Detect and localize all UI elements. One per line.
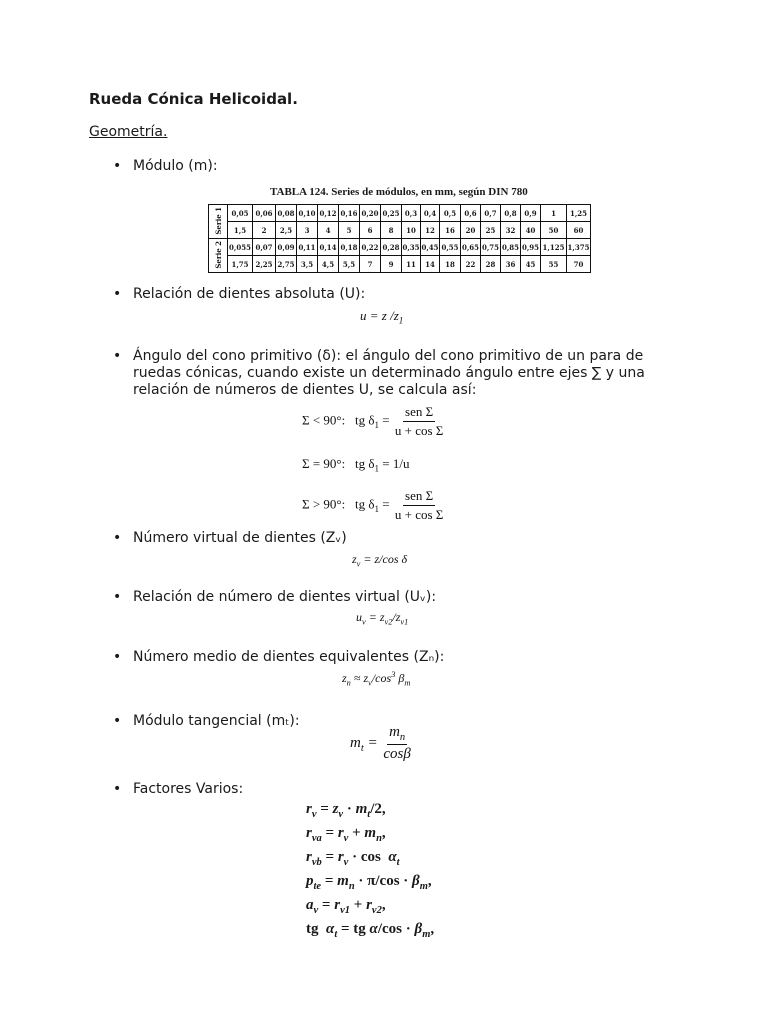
- table-cell: 20: [461, 222, 481, 239]
- table-cell: 0,7: [481, 205, 501, 222]
- table-cell: 70: [567, 256, 591, 273]
- table-cell: 1: [541, 205, 567, 222]
- table-cell: 0,4: [421, 205, 440, 222]
- table-row: [209, 239, 591, 256]
- table-cell: 0,6: [461, 205, 481, 222]
- table-cell: 5: [339, 222, 360, 239]
- table-cell: 12: [421, 222, 440, 239]
- fraction: [381, 724, 412, 763]
- table-cell: 22: [461, 256, 481, 273]
- table-cell: 6: [360, 222, 381, 239]
- fraction-den: u + cos Σ: [394, 423, 444, 438]
- table-cell: 5,5: [339, 256, 360, 273]
- item-factores: Factores Varios:: [133, 781, 244, 797]
- factor-av: $a_v = r_{v1} + r_{v2}$,: [306, 897, 386, 916]
- bullet-dot: •: [113, 713, 122, 729]
- tg-delta: tg δ: [354, 456, 375, 471]
- formula-sigma-lt: Σ < 90°: tg $\delta_1$ = $\frac{\text{sen Σ}}{\text{u + cos Σ}}$: [302, 404, 444, 438]
- formula-mt: $m_t$ = $\frac{m_n}{\cos\beta}$: [350, 724, 411, 762]
- formula-u: u = z $/z_1$: [360, 308, 404, 326]
- table-cell: 1,375: [567, 239, 591, 256]
- table-cell: 0,35: [402, 239, 421, 256]
- table-cell: 36: [501, 256, 521, 273]
- fraction: [393, 404, 445, 439]
- formula-sigma-eq: Σ = 90°: tg $\delta_1 = 1/u$: [302, 456, 410, 474]
- sigma-lt-label: Σ < 90°:: [302, 412, 346, 428]
- table-cell: 0,25: [381, 205, 402, 222]
- bullet-dot: •: [113, 158, 122, 174]
- table-cell: 10: [402, 222, 421, 239]
- formula-zn: $z_n \approx z_v/\cos^3$ $\beta_m$: [342, 670, 411, 688]
- table-cell: 2,5: [276, 222, 297, 239]
- table-cell: 0,10: [297, 205, 318, 222]
- sigma-eq-label: Σ = 90°:: [302, 456, 346, 471]
- module-table: [208, 204, 591, 273]
- formula-sigma-gt: Σ > 90°: tg $\delta_1$ = $\frac{\text{sen Σ}}{\text{u + cos Σ}}$: [302, 488, 444, 522]
- table-cell: 0,28: [381, 239, 402, 256]
- bullet-dot: •: [113, 781, 122, 797]
- sigma-gt-label: Σ > 90°:: [302, 496, 346, 512]
- factor-rv: $r_v = z_v \cdot m_t/2$,: [306, 801, 386, 820]
- fraction-num: sen Σ: [403, 404, 435, 422]
- table-cell: 0,06: [253, 205, 276, 222]
- bullet-dot: •: [113, 649, 122, 665]
- table-cell: 0,9: [521, 205, 541, 222]
- section-heading: Geometría.: [89, 124, 168, 140]
- tg-delta: tg δ: [354, 496, 375, 512]
- table-cell: 0,14: [318, 239, 339, 256]
- table-cell: 0,45: [421, 239, 440, 256]
- table-cell: 25: [481, 222, 501, 239]
- table-cell: 0,16: [339, 205, 360, 222]
- document-title: Rueda Cónica Helicoidal.: [89, 90, 298, 108]
- formula-zv: $z_v = z/\cos$ δ: [352, 552, 408, 569]
- series-label-text: Serie 1: [213, 206, 223, 235]
- table-cell: 32: [501, 222, 521, 239]
- series-label-text: Serie 2: [213, 240, 223, 269]
- table-cell: 18: [440, 256, 461, 273]
- series-label: [209, 205, 228, 239]
- table-cell: 9: [381, 256, 402, 273]
- item-modulo: Módulo (m):: [133, 158, 218, 174]
- table-row: [209, 256, 591, 273]
- table-cell: 0,11: [297, 239, 318, 256]
- table-cell: 1,5: [228, 222, 253, 239]
- table-cell: 8: [381, 222, 402, 239]
- fraction-num: sen Σ: [403, 488, 435, 506]
- factor-rvb: $r_{vb} = r_v \cdot \cos \alpha_t$: [306, 849, 400, 868]
- factor-pte: $p_{te} = m_n \cdot \pi/\cos \cdot \beta_m$,: [306, 873, 432, 892]
- table-cell: 4: [318, 222, 339, 239]
- table-cell: 0,18: [339, 239, 360, 256]
- item-tangencial: Módulo tangencial (mₜ):: [133, 713, 300, 729]
- table-cell: 0,5: [440, 205, 461, 222]
- table-cell: 4,5: [318, 256, 339, 273]
- table-cell: 0,05: [228, 205, 253, 222]
- fraction: [393, 488, 445, 523]
- table-cell: 40: [521, 222, 541, 239]
- table-cell: 0,8: [501, 205, 521, 222]
- tg-delta: tg δ: [354, 412, 375, 428]
- eq90-value: = 1/u: [382, 456, 410, 471]
- table-cell: 14: [421, 256, 440, 273]
- item-virtual: Número virtual de dientes (Zᵥ): [133, 530, 347, 546]
- item-angulo: Ángulo del cono primitivo (δ): el ángulo del cono primitivo de un para de ruedas cónicas, cuando existe un determinado ángulo entre ejes ∑ y una relación de números de dientes U, se calcula así:: [133, 348, 645, 398]
- table-cell: 16: [440, 222, 461, 239]
- table-cell: 0,95: [521, 239, 541, 256]
- table-cell: 2,25: [253, 256, 276, 273]
- table-cell: 1,25: [567, 205, 591, 222]
- table-cell: 0,85: [501, 239, 521, 256]
- factor-rva: $r_{va} = r_v + m_n$,: [306, 825, 386, 844]
- table-cell: 7: [360, 256, 381, 273]
- table-cell: 60: [567, 222, 591, 239]
- bullet-dot: •: [113, 530, 122, 546]
- table-cell: 0,09: [276, 239, 297, 256]
- table-cell: 0,65: [461, 239, 481, 256]
- table-cell: 0,08: [276, 205, 297, 222]
- bullet-dot: •: [113, 589, 122, 605]
- table-cell: 45: [521, 256, 541, 273]
- bullet-dot: •: [113, 348, 122, 364]
- table-cell: 0,055: [228, 239, 253, 256]
- table-cell: 55: [541, 256, 567, 273]
- table-cell: 1,75: [228, 256, 253, 273]
- item-medio: Número medio de dientes equivalentes (Zₙ):: [133, 649, 445, 665]
- table-cell: 2: [253, 222, 276, 239]
- table-cell: 0,55: [440, 239, 461, 256]
- fraction-num: $m_n$: [389, 724, 406, 743]
- table-cell: 2,75: [276, 256, 297, 273]
- table-cell: 0,07: [253, 239, 276, 256]
- table-cell: 50: [541, 222, 567, 239]
- fraction-den: u + cos Σ: [394, 507, 444, 522]
- factors-formulas: [306, 800, 434, 944]
- table-cell: 0,75: [481, 239, 501, 256]
- table-cell: 28: [481, 256, 501, 273]
- table-cell: 3: [297, 222, 318, 239]
- table-cell: 0,20: [360, 205, 381, 222]
- item-relacion: Relación de dientes absoluta (U):: [133, 286, 366, 302]
- series-label: [209, 239, 228, 273]
- table-cell: 3,5: [297, 256, 318, 273]
- table-row: [209, 222, 591, 239]
- table-cell: 0,22: [360, 239, 381, 256]
- table-cell: 11: [402, 256, 421, 273]
- factor-tg: tg $\alpha_t$ = tg $\alpha/\cos \cdot \beta_m$,: [306, 921, 435, 940]
- item-relvirtual: Relación de número de dientes virtual (Uᵥ):: [133, 589, 437, 605]
- table-cell: 0,3: [402, 205, 421, 222]
- table-cell: 0,12: [318, 205, 339, 222]
- formula-uv: $u_v = z_{v2}/z_{v1}$: [356, 610, 409, 627]
- fraction-den: cosβ: [383, 746, 411, 762]
- table-caption: TABLA 124. Series de módulos, en mm, según DIN 780: [270, 186, 528, 198]
- table-cell: 1,125: [541, 239, 567, 256]
- formula-u-text: u = z /z: [360, 308, 399, 323]
- bullet-dot: •: [113, 286, 122, 302]
- table-row: [209, 205, 591, 222]
